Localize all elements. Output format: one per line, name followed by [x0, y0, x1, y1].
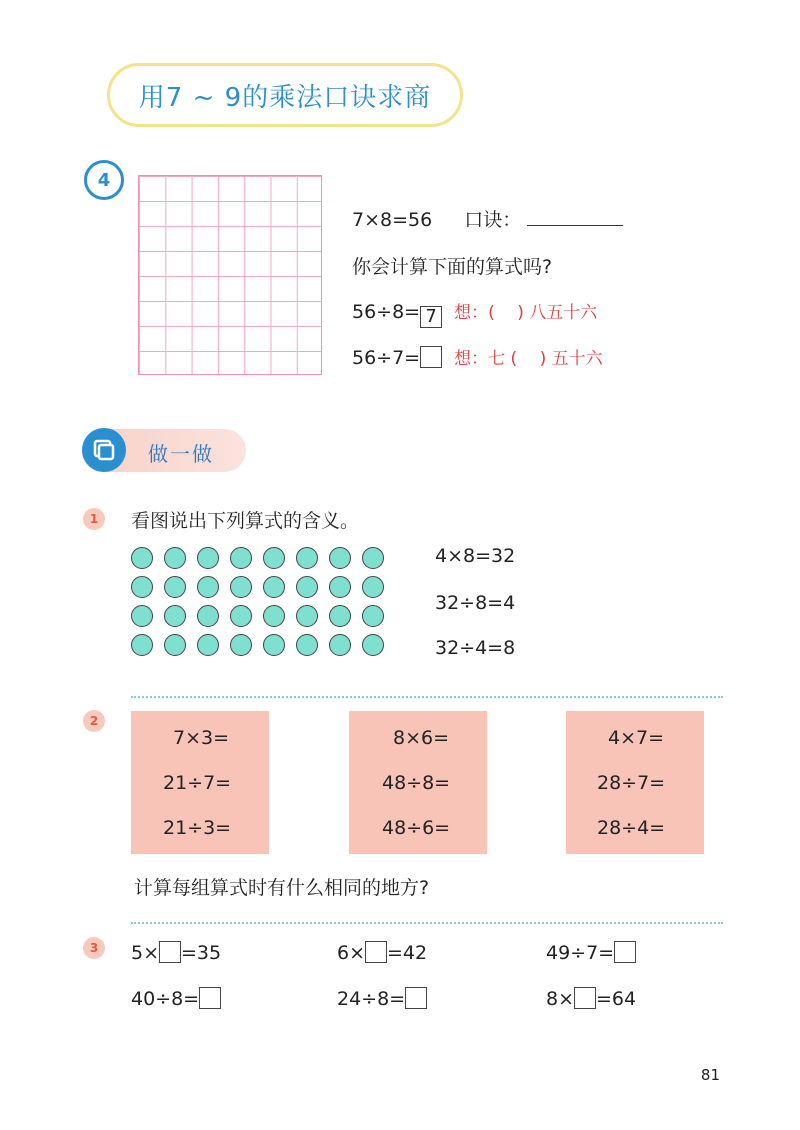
example-number-badge	[84, 160, 124, 200]
q3-item-3-pre: 49÷7=	[546, 942, 615, 964]
dot	[296, 576, 318, 598]
q3-item-3	[546, 941, 636, 964]
q1-equation-2: 32÷8=4	[435, 592, 516, 614]
group-3-line-3: 28÷4=	[597, 817, 666, 839]
pencil-square-icon	[82, 428, 126, 472]
hint-1: 想：( ) 八五十六	[454, 303, 598, 323]
group-3-line-1: 4×7=	[608, 727, 665, 749]
dot	[362, 634, 384, 656]
q1-equation-1: 4×8=32	[435, 545, 516, 567]
multiplication-line	[352, 205, 623, 232]
dot	[329, 547, 351, 569]
q3-item-6-pre: 8×	[546, 988, 575, 1010]
example-number: 4	[97, 169, 111, 191]
group-3-line-2: 28÷7=	[597, 772, 666, 794]
dot	[230, 576, 252, 598]
equation-group-1	[131, 711, 269, 854]
q3-item-4	[131, 987, 221, 1010]
question-number-1	[83, 508, 105, 530]
divider-1	[131, 696, 723, 698]
dot	[296, 634, 318, 656]
equation-group-2	[349, 711, 487, 854]
dot	[263, 605, 285, 627]
q3-item-6-post: =64	[596, 988, 637, 1010]
dot	[230, 634, 252, 656]
dot	[197, 634, 219, 656]
dot	[197, 605, 219, 627]
section-label: 做一做	[148, 442, 214, 466]
division-row-2	[352, 344, 603, 369]
dot	[296, 605, 318, 627]
page-title: 用7 ~ 9的乘法口诀求商	[138, 82, 432, 113]
rhyme-label: 口诀：	[464, 209, 522, 231]
question-number-1-text: 1	[89, 512, 99, 526]
dot	[329, 576, 351, 598]
q3-answer-box-3[interactable]	[614, 941, 636, 963]
hint-2: 想：七 ( ) 五十六	[454, 349, 603, 369]
dot	[230, 605, 252, 627]
q3-item-5	[337, 987, 427, 1010]
dot	[362, 605, 384, 627]
dot	[329, 634, 351, 656]
division-row-1	[352, 298, 597, 328]
q3-answer-box-6[interactable]	[574, 987, 596, 1009]
group-2-line-1: 8×6=	[393, 727, 450, 749]
group-2-line-2: 48÷8=	[382, 772, 451, 794]
dot	[296, 547, 318, 569]
multiplication-expr: 7×8=56	[352, 209, 433, 231]
dot-array	[131, 547, 391, 662]
answer-box-2[interactable]	[420, 346, 442, 368]
dot	[131, 547, 153, 569]
q3-item-2-post: =42	[387, 942, 428, 964]
dot	[263, 547, 285, 569]
division-expr-2: 56÷7=	[352, 347, 421, 369]
q3-item-1-pre: 5×	[131, 942, 160, 964]
page-number: 81	[700, 1066, 720, 1084]
division-expr-1: 56÷8=	[352, 301, 421, 323]
group-1-line-2: 21÷7=	[163, 772, 232, 794]
grid-diagram	[138, 175, 322, 375]
group-1-line-1: 7×3=	[173, 727, 230, 749]
dot	[164, 634, 186, 656]
dot	[362, 576, 384, 598]
q3-item-4-pre: 40÷8=	[131, 988, 200, 1010]
q3-item-1-post: =35	[181, 942, 222, 964]
rhyme-blank[interactable]	[527, 207, 623, 226]
q2-question: 计算每组算式时有什么相同的地方?	[134, 877, 430, 899]
q3-item-6	[546, 987, 636, 1010]
q3-item-1	[131, 941, 221, 964]
answer-box-1[interactable]: 7	[420, 306, 442, 328]
question-number-3	[83, 937, 105, 959]
dot	[164, 605, 186, 627]
dot	[164, 547, 186, 569]
group-1-line-3: 21÷3=	[163, 817, 232, 839]
dot	[329, 605, 351, 627]
question-number-2-text: 2	[89, 714, 99, 728]
q1-prompt: 看图说出下列算式的含义。	[131, 510, 360, 532]
dot	[230, 547, 252, 569]
q3-answer-box-2[interactable]	[365, 941, 387, 963]
dot	[263, 576, 285, 598]
dot	[362, 547, 384, 569]
q3-item-2-pre: 6×	[337, 942, 366, 964]
dot	[197, 547, 219, 569]
q1-equation-3: 32÷4=8	[435, 637, 516, 659]
group-2-line-3: 48÷6=	[382, 817, 451, 839]
question-number-3-text: 3	[89, 941, 99, 955]
question-number-2	[83, 710, 105, 732]
q3-answer-box-1[interactable]	[159, 941, 181, 963]
dot	[131, 634, 153, 656]
dot	[131, 576, 153, 598]
q3-answer-box-4[interactable]	[199, 987, 221, 1009]
divider-2	[131, 922, 723, 924]
dot	[263, 634, 285, 656]
example-question: 你会计算下面的算式吗?	[352, 256, 553, 278]
q3-answer-box-5[interactable]	[405, 987, 427, 1009]
dot	[197, 576, 219, 598]
equation-group-3	[566, 711, 704, 854]
q3-item-2	[337, 941, 427, 964]
dot	[164, 576, 186, 598]
dot	[131, 605, 153, 627]
title-banner	[107, 63, 463, 127]
q3-item-5-pre: 24÷8=	[337, 988, 406, 1010]
